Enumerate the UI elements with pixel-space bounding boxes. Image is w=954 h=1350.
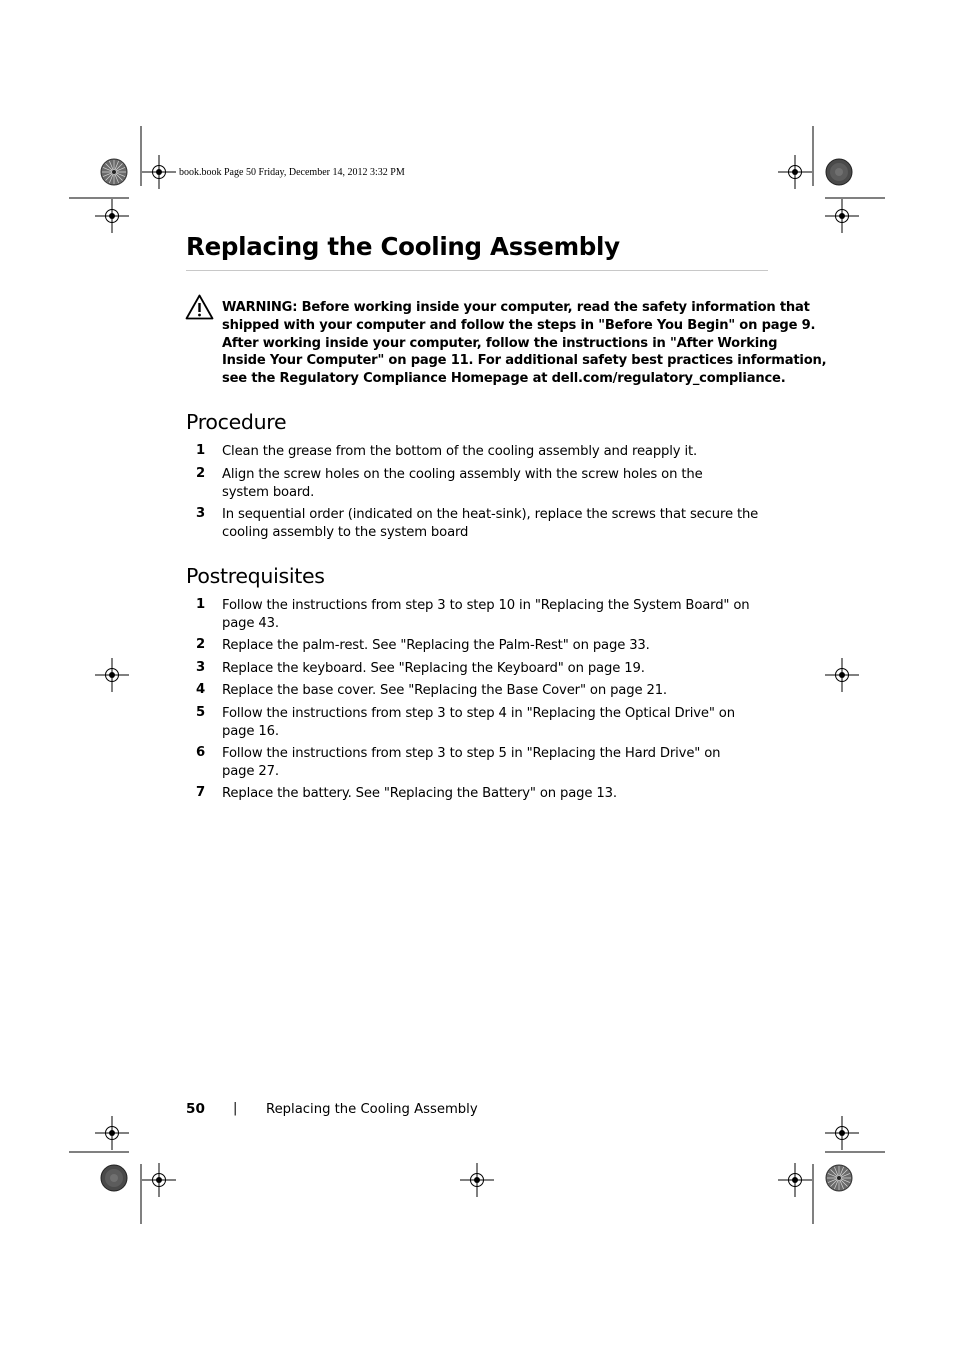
step-text: system board. (222, 484, 315, 500)
step-number: 2 (196, 637, 206, 652)
step-number: 2 (196, 466, 206, 481)
step-text: In sequential order (indicated on the heat-sink), replace the screws that secure the (222, 507, 759, 522)
step-number: 3 (196, 506, 206, 521)
warning-icon (185, 294, 214, 320)
step-number: 1 (196, 597, 206, 612)
step-number: 3 (196, 660, 206, 675)
page-number: 50 (186, 1101, 205, 1117)
step-text: Replace the palm-rest. See "Replacing the Palm-Rest" on page 33. (222, 638, 650, 653)
step-text: Follow the instructions from step 3 to step 5 in "Replacing the Hard Drive" on (222, 746, 721, 761)
warning-line: see the Regulatory Compliance Homepage at dell.com/regulatory_compliance. (222, 371, 786, 387)
step-text: cooling assembly to the system board (222, 524, 469, 540)
step-number: 4 (196, 682, 206, 697)
warning-notice (222, 299, 827, 388)
footer-title: Replacing the Cooling Assembly (266, 1102, 478, 1117)
title-rule (186, 270, 768, 271)
footer-separator: | (233, 1101, 238, 1116)
warning-line: After working inside your computer, follow the instructions in "After Working (222, 335, 778, 351)
procedure-heading: Procedure (186, 410, 287, 434)
step-number: 6 (196, 745, 206, 760)
step-text: page 43. (222, 615, 279, 631)
step-text: page 27. (222, 763, 279, 779)
warning-line: WARNING: Before working inside your computer, read the safety information that (222, 300, 810, 315)
step-text: Clean the grease from the bottom of the cooling assembly and reapply it. (222, 444, 698, 459)
step-text: Replace the keyboard. See "Replacing the Keyboard" on page 19. (222, 661, 645, 676)
step-number: 1 (196, 443, 206, 458)
warning-line: shipped with your computer and follow the steps in "Before You Begin" on page 9. (222, 317, 816, 333)
warning-line: Inside Your Computer" on page 11. For additional safety best practices information, (222, 353, 827, 369)
postrequisites-heading: Postrequisites (186, 564, 325, 588)
step-number: 7 (196, 785, 206, 800)
step-text: Replace the battery. See "Replacing the Battery" on page 13. (222, 786, 617, 801)
step-text: Follow the instructions from step 3 to step 4 in "Replacing the Optical Drive" on (222, 706, 735, 721)
step-text: page 16. (222, 723, 279, 739)
print-slug: book.book Page 50 Friday, December 14, 2012 3:32 PM (179, 167, 405, 178)
step-text: Follow the instructions from step 3 to step 10 in "Replacing the System Board" on (222, 598, 750, 613)
step-text: Replace the base cover. See "Replacing the Base Cover" on page 21. (222, 683, 667, 698)
page-title: Replacing the Cooling Assembly (186, 232, 620, 261)
step-number: 5 (196, 705, 206, 720)
step-text: Align the screw holes on the cooling assembly with the screw holes on the (222, 467, 703, 482)
